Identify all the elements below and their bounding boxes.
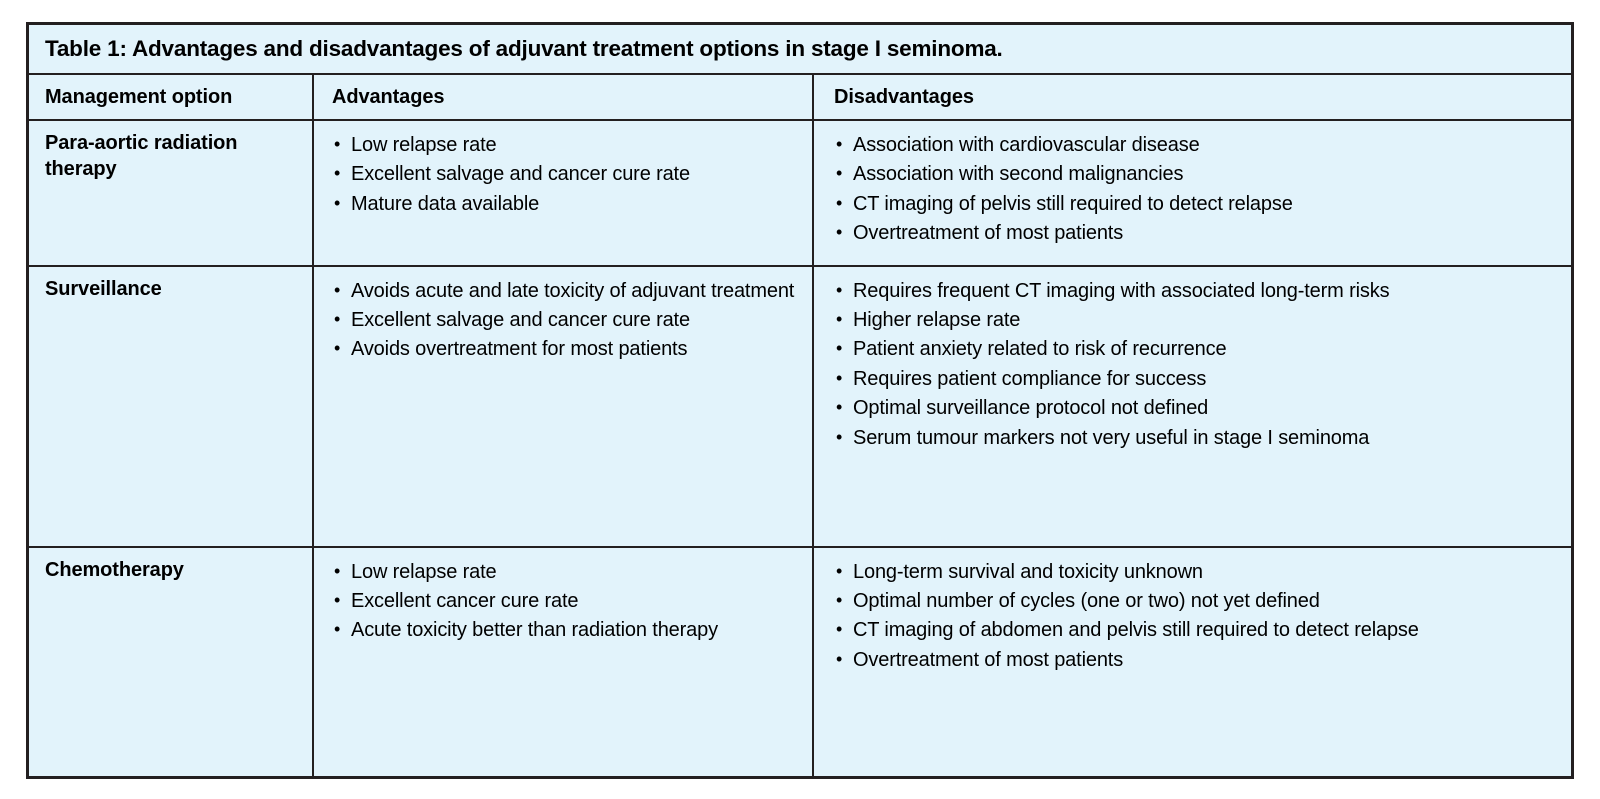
table-row	[29, 121, 1571, 267]
cell-advantages	[314, 267, 814, 546]
cell-disadvantages	[814, 121, 1571, 265]
table-row	[29, 548, 1571, 776]
cell-disadvantages	[814, 267, 1571, 546]
table-caption: Table 1: Advantages and disadvantages of adjuvant treatment options in stage I seminoma.	[45, 35, 1003, 61]
table-row	[29, 267, 1571, 548]
list-item: • Association with second malignancies	[834, 160, 1561, 188]
header-cell-management-option	[29, 75, 314, 119]
header-label-advantages: Advantages	[332, 85, 445, 108]
cell-management-option	[29, 267, 314, 546]
advantages-list	[332, 131, 802, 218]
list-item: • Requires patient compliance for success	[834, 365, 1561, 393]
list-item: • Patient anxiety related to risk of recurrence	[834, 335, 1561, 363]
management-option-label: Surveillance	[45, 277, 162, 300]
list-item: • Low relapse rate	[332, 558, 802, 586]
list-item: • Optimal surveillance protocol not defined	[834, 394, 1561, 422]
list-item: • Optimal number of cycles (one or two) not yet defined	[834, 587, 1561, 615]
management-option-label: Chemotherapy	[45, 558, 184, 581]
cell-disadvantages	[814, 548, 1571, 776]
cell-advantages	[314, 548, 814, 776]
list-item: • Acute toxicity better than radiation therapy	[332, 616, 802, 644]
list-item: • Higher relapse rate	[834, 306, 1561, 334]
list-item: • Avoids acute and late toxicity of adjuvant treatment	[332, 277, 802, 305]
list-item: • Low relapse rate	[332, 131, 802, 159]
list-item: • Overtreatment of most patients	[834, 219, 1561, 247]
list-item: • CT imaging of abdomen and pelvis still required to detect relapse	[834, 616, 1561, 644]
list-item: • CT imaging of pelvis still required to detect relapse	[834, 190, 1561, 218]
list-item: • Long-term survival and toxicity unknown	[834, 558, 1561, 586]
disadvantages-list	[834, 558, 1561, 675]
header-cell-disadvantages	[814, 75, 1571, 119]
list-item: • Association with cardiovascular disease	[834, 131, 1561, 159]
header-label-disadvantages: Disadvantages	[834, 85, 974, 108]
table-caption-row	[29, 25, 1571, 75]
list-item: • Excellent salvage and cancer cure rate	[332, 160, 802, 188]
list-item: • Serum tumour markers not very useful in stage I seminoma	[834, 424, 1561, 452]
table-header-row	[29, 75, 1571, 121]
cell-management-option	[29, 548, 314, 776]
list-item: • Avoids overtreatment for most patients	[332, 335, 802, 363]
disadvantages-list	[834, 131, 1561, 248]
advantages-disadvantages-table	[26, 22, 1574, 779]
list-item: • Overtreatment of most patients	[834, 646, 1561, 674]
advantages-list	[332, 277, 802, 364]
list-item: • Excellent salvage and cancer cure rate	[332, 306, 802, 334]
header-label-management-option: Management option	[45, 85, 233, 108]
list-item: • Excellent cancer cure rate	[332, 587, 802, 615]
list-item: • Mature data available	[332, 190, 802, 218]
cell-management-option	[29, 121, 314, 265]
list-item: • Requires frequent CT imaging with associated long-term risks	[834, 277, 1561, 305]
cell-advantages	[314, 121, 814, 265]
management-option-label: Para-aortic radiation therapy	[45, 132, 238, 180]
disadvantages-list	[834, 277, 1561, 452]
header-cell-advantages	[314, 75, 814, 119]
advantages-list	[332, 558, 802, 645]
